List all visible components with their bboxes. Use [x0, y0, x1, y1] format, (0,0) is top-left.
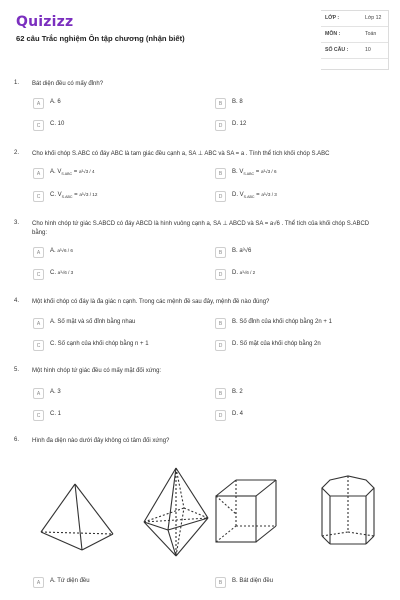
info-value: 10 [365, 47, 371, 53]
option-key: A [33, 577, 44, 588]
question-text: Hình đa diện nào dưới đây không có tâm đối xứng? [32, 438, 170, 444]
option-text: A. Tứ diện đều [50, 578, 90, 584]
option-text [232, 169, 277, 176]
option-a[interactable] [33, 388, 203, 402]
option-label: D. V [232, 192, 244, 198]
question-number: 1. [14, 80, 20, 86]
question-text: Một khối chóp có đáy là đa giác n cạnh. Trong các mệnh đề sau đây, mệnh đề nào đúng? [32, 299, 270, 305]
option-text: C. Số cạnh của khối chóp bằng n + 1 [50, 341, 149, 347]
option-key: A [33, 388, 44, 399]
info-row-class [321, 13, 388, 27]
option-key: B [215, 318, 226, 329]
subscript: S.ABC [243, 172, 255, 177]
option-text [50, 270, 73, 276]
option-text: C. 1 [50, 411, 62, 417]
option-text [232, 270, 255, 276]
fraction: a³√3 / 6 [260, 169, 277, 174]
option-c[interactable] [33, 120, 203, 134]
option-key: D [215, 410, 226, 421]
fraction: a³√3 / 4 [78, 169, 95, 174]
option-label: B. V [232, 169, 244, 175]
question-text: Một hình chóp tứ giác đều có mấy mặt đối xứng: [32, 368, 162, 374]
option-d[interactable] [215, 269, 385, 283]
option-c[interactable] [33, 191, 203, 205]
option-text [50, 248, 73, 254]
option-key: B [215, 247, 226, 258]
equals: = [254, 169, 261, 175]
option-d[interactable] [215, 191, 385, 205]
option-d[interactable] [215, 340, 385, 354]
tetrahedron-figure [38, 482, 116, 554]
option-key: A [33, 168, 44, 179]
option-key: C [33, 269, 44, 280]
option-b[interactable] [215, 168, 385, 182]
option-key: B [215, 577, 226, 588]
option-text: B. a³√6 [232, 248, 252, 254]
cube-figure [214, 478, 278, 544]
option-a[interactable] [33, 168, 203, 182]
info-label: SỐ CÂU : [325, 47, 349, 53]
option-b[interactable] [215, 247, 385, 261]
option-key: C [33, 410, 44, 421]
option-key: B [215, 388, 226, 399]
subscript: S.ABC [243, 195, 255, 200]
option-key: A [33, 318, 44, 329]
option-a[interactable] [33, 318, 203, 332]
equals: = [72, 169, 79, 175]
equals: = [72, 192, 80, 198]
question-text: Bát diện đều có mấy đỉnh? [32, 81, 104, 87]
option-b[interactable] [215, 388, 385, 402]
option-a[interactable] [33, 98, 203, 112]
question-number: 6. [14, 437, 20, 443]
info-row-subject [321, 29, 388, 43]
option-b[interactable] [215, 318, 385, 332]
option-key: D [215, 340, 226, 351]
question-number: 3. [14, 220, 20, 226]
info-value: Lớp 12 [365, 15, 382, 21]
fraction: a³√6 / 2 [239, 270, 256, 275]
question-text: Cho khối chóp S.ABC có đáy ABC là tam giác đều cạnh a, SA ⊥ ABC và SA = a . Tính thể tích khối chóp S.ABC [32, 151, 330, 157]
question-text: Cho hình chóp tứ giác S.ABCD có đáy ABCD là hình vuông cạnh a, SA ⊥ ABCD và SA = a√6 . Thể tích của khối chóp S.ABCD bằng: [32, 221, 370, 236]
option-label: C. V [50, 192, 62, 198]
fraction: a³√3 / 3 [261, 192, 277, 197]
option-key: D [215, 191, 226, 202]
info-label: LỚP : [325, 15, 340, 21]
document-title: 62 câu Trắc nghiệm Ôn tập chương (nhận biết) [16, 34, 185, 43]
question-number: 4. [14, 298, 20, 304]
subscript: S.ABC [61, 172, 73, 177]
option-text: D. Số mặt của khối chóp bằng 2n [232, 341, 321, 347]
option-a[interactable] [33, 247, 203, 261]
option-text: A. 3 [50, 389, 61, 395]
subscript: S.ABC [61, 195, 73, 200]
fraction: a³√3 / 12 [79, 192, 98, 197]
question-number: 5. [14, 367, 20, 373]
equals: = [254, 192, 262, 198]
option-key: C [33, 120, 44, 131]
fraction: a³√6 / 3 [57, 270, 74, 275]
info-label: MÔN : [325, 31, 341, 37]
option-b[interactable] [215, 577, 385, 591]
option-text [232, 192, 277, 199]
fraction: a³√6 / 6 [57, 248, 73, 253]
option-text: D. 12 [232, 121, 247, 127]
option-label: A. V [50, 169, 62, 175]
option-key: A [33, 247, 44, 258]
option-text: B. Số đỉnh của khối chóp bằng 2n + 1 [232, 319, 332, 325]
option-key: B [215, 168, 226, 179]
option-b[interactable] [215, 98, 385, 112]
option-label: C. [50, 270, 56, 276]
quizizz-logo: Quizizz [16, 14, 74, 30]
option-key: C [33, 191, 44, 202]
octahedron-figure [140, 466, 212, 558]
option-c[interactable] [33, 340, 203, 354]
option-text: A. 6 [50, 99, 61, 105]
info-box [321, 10, 389, 70]
option-text: B. 2 [232, 389, 243, 395]
option-key: D [215, 120, 226, 131]
option-key: C [33, 340, 44, 351]
option-key: D [215, 269, 226, 280]
option-c[interactable] [33, 410, 203, 424]
option-text: B. 8 [232, 99, 243, 105]
option-text [50, 192, 97, 199]
hexagonal-prism-figure [318, 474, 378, 550]
header [0, 0, 400, 70]
option-text: D. 4 [232, 411, 244, 417]
option-text: C. 10 [50, 121, 65, 127]
option-a[interactable] [33, 577, 203, 591]
option-text: A. Số mặt và số đỉnh bằng nhau [50, 319, 136, 325]
option-d[interactable] [215, 120, 385, 134]
option-text: B. Bát diện đều [232, 578, 274, 584]
option-key: A [33, 98, 44, 109]
info-row-count [321, 45, 388, 59]
info-value: Toán [365, 31, 377, 37]
option-text [50, 169, 95, 176]
option-c[interactable] [33, 269, 203, 283]
option-label: D. [232, 270, 238, 276]
option-d[interactable] [215, 410, 385, 424]
question-number: 2. [14, 150, 20, 156]
option-key: B [215, 98, 226, 109]
option-label: A. [50, 248, 56, 254]
